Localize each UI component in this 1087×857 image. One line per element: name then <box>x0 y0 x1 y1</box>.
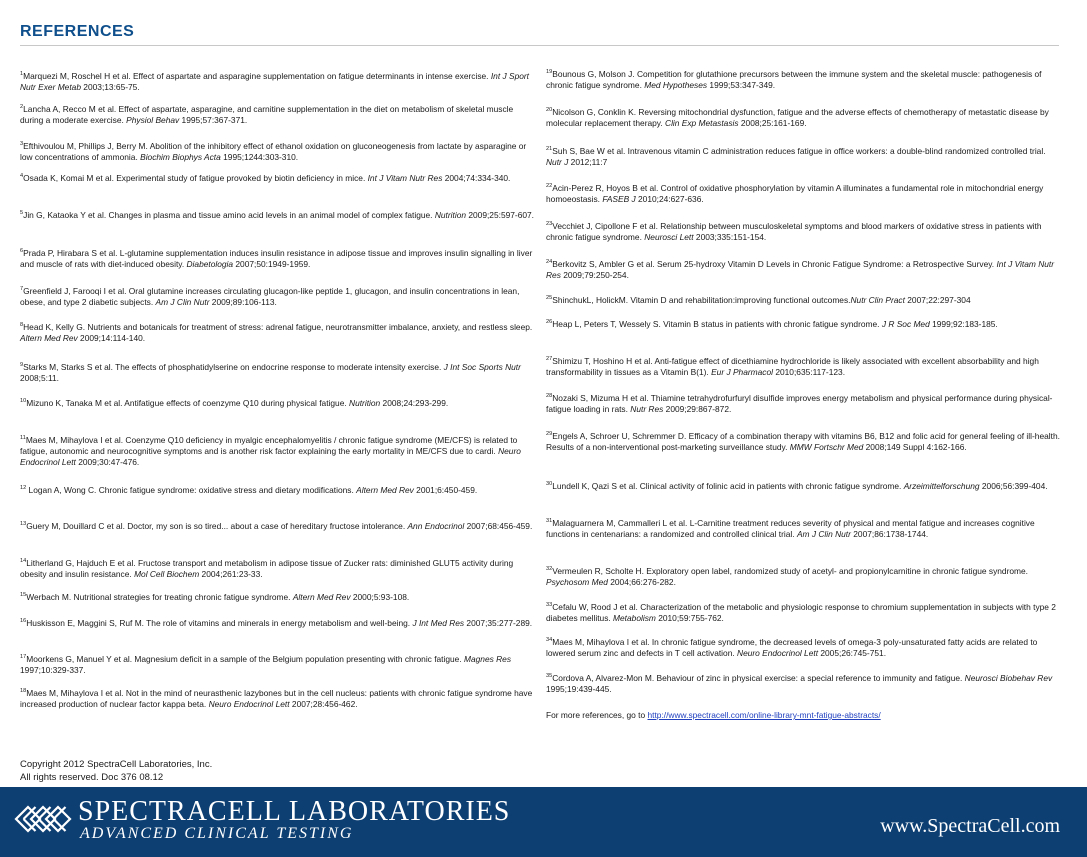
reference-journal: Altern Med Rev <box>356 485 414 495</box>
reference-journal: Altern Med Rev <box>20 333 78 343</box>
reference-journal: MMW Fortschr Med <box>789 442 864 452</box>
reference-item <box>546 69 1061 91</box>
reference-journal: Nutr J <box>546 157 569 167</box>
reference-journal: Arzeimittelforschung <box>903 481 980 491</box>
reference-number: 23 <box>546 221 553 227</box>
reference-journal: Neurosci Lett <box>644 232 694 242</box>
reference-text: 2008;25:161-169. <box>738 118 807 128</box>
reference-journal: Altern Med Rev <box>292 592 351 602</box>
reference-text: 2008;5:11. <box>20 373 59 383</box>
reference-item <box>546 259 1061 281</box>
reference-item <box>20 618 535 629</box>
reference-text: Guery M, Douillard C et al. Doctor, my son is so tired... about a case of hereditary fructose intolerance. <box>26 521 408 531</box>
reference-number: 32 <box>546 566 553 572</box>
reference-journal: Magnes Res <box>464 654 512 664</box>
reference-text: Lancha A, Recco M et al. Effect of aspartate, asparagine, and carnitine supplementation in the diet on metabolism of skeletal muscle during a moderate exercise. <box>20 104 514 125</box>
reference-text: 2004;66:276-282. <box>607 577 676 587</box>
reference-item <box>20 398 535 409</box>
reference-number: 22 <box>546 183 553 189</box>
reference-text: 2009;30:47-476. <box>75 457 140 467</box>
reference-number: 9 <box>20 362 24 368</box>
reference-number: 17 <box>20 654 27 660</box>
reference-item <box>546 481 1061 492</box>
reference-text: Malaguarnera M, Cammalleri L et al. L-Carnitine treatment reduces severity of physical and mental fatigue and increases cognitive functions in centenarians: a randomized and controlled clinical trial. <box>546 518 1035 539</box>
reference-journal: FASEB J <box>602 194 636 204</box>
reference-text: Berkovitz S, Ambler G et al. Serum 25-hydroxy Vitamin D Levels in Chronic Fatigue Syndrome: a Retrospective Survey. <box>552 259 997 269</box>
reference-journal: Metabolism <box>613 613 656 623</box>
reference-text: 1995;1244:303-310. <box>220 152 299 162</box>
reference-number: 2 <box>20 104 24 110</box>
reference-text: 2000;5:93-108. <box>350 592 410 602</box>
reference-journal: Nutr Res <box>630 404 664 414</box>
reference-item <box>20 521 535 532</box>
reference-item <box>546 566 1061 588</box>
reference-text: Huskisson E, Maggini S, Ruf M. The role of vitamins and minerals in energy metabolism and well-being. <box>26 618 413 628</box>
reference-number: 29 <box>546 431 553 437</box>
reference-number: 5 <box>20 210 24 216</box>
reference-journal: Med Hypotheses <box>644 80 708 90</box>
reference-text: 2004;261:23-33. <box>199 569 263 579</box>
reference-text: 2010;635:117-123. <box>773 367 846 377</box>
reference-journal: Nutrition <box>434 210 467 220</box>
reference-text: Logan A, Wong C. Chronic fatigue syndrome: oxidative stress and dietary modifications. <box>26 485 357 495</box>
reference-journal: Ann Endocrinol <box>407 521 465 531</box>
reference-number: 16 <box>20 618 27 624</box>
reference-number: 11 <box>20 435 26 441</box>
copyright-line: Copyright 2012 SpectraCell Laboratories, Inc. <box>20 759 213 770</box>
reference-journal: Neuro Endocrinol Lett <box>208 699 290 709</box>
reference-text: 2012;11:7 <box>568 157 608 167</box>
reference-item <box>20 210 535 221</box>
reference-item <box>20 104 535 126</box>
reference-text: 2003;13:65-75. <box>80 82 140 92</box>
reference-text: Greenfield J, Farooqi I et al. Oral glutamine increases circulating glucagon-like peptide 1, glucagon, and insulin concentrations in lean, obese, and type 2 diabetic subjects. <box>20 286 520 307</box>
reference-text: 2009;29:867-872. <box>663 404 732 414</box>
reference-item <box>20 173 535 184</box>
reference-text: Nicolson G, Conklin K. Reversing mitochondrial dysfunction, fatigue and the adverse effects of chemotherapy of metastatic disease by molecular replacement therapy. <box>546 107 1049 128</box>
reference-item <box>546 431 1061 453</box>
reference-text: Starks M, Starks S et al. The effects of phosphatidylserine on endocrine response to moderate intensity exercise. <box>23 362 444 372</box>
reference-journal: Neuro Endocrinol Lett <box>20 446 521 467</box>
reference-number: 33 <box>546 602 553 608</box>
more-references-prefix: For more references, go to <box>546 710 648 720</box>
reference-text: 2007;86:1738-1744. <box>850 529 929 539</box>
reference-item <box>20 362 535 384</box>
diamond-lattice-icon <box>12 795 74 843</box>
reference-number: 8 <box>20 322 24 328</box>
reference-journal: Int J Sport Nutr Exer Metab <box>20 71 530 92</box>
reference-text: 2007;35:277-289. <box>464 618 533 628</box>
reference-text: Head K, Kelly G. Nutrients and botanicals for treatment of stress: adrenal fatigue, neurotransmitter imbalance, anxiety, and restless sleep. <box>23 322 533 332</box>
reference-text: Engels A, Schroer U, Schremmer D. Efficacy of a combination therapy with vitamins B6, B12 and folic acid for general feeling of ill-health. Results of a non-interventional post-marketing surveillance study. <box>546 431 1060 452</box>
reference-journal: Nutrition <box>349 398 381 408</box>
reference-text: Werbach M. Nutritional strategies for treating chronic fatigue syndrome. <box>26 592 293 602</box>
reference-text: Acin-Perez R, Hoyos B et al. Control of oxidative phosphorylation by vitamin A illuminates a fundamental role in mitochondrial energy homoeostasis. <box>546 183 1044 204</box>
reference-item <box>546 637 1061 659</box>
reference-item <box>20 322 535 344</box>
reference-item <box>20 654 535 676</box>
reference-number: 3 <box>20 141 24 147</box>
reference-item <box>546 356 1061 378</box>
reference-journal: Psychosom Med <box>546 577 608 587</box>
reference-journal: Clin Exp Metastasis <box>665 118 739 128</box>
reference-number: 35 <box>546 673 553 679</box>
more-references <box>546 710 881 721</box>
reference-text: 2007;28:456-462. <box>289 699 358 709</box>
reference-text: 2007;68:456-459. <box>464 521 533 531</box>
reference-text: Vermeulen R, Scholte H. Exploratory open label, randomized study of acetyl- and propionylcarnitine in chronic fatigue syndrome. <box>552 566 1029 576</box>
reference-text: 2010;59:755-762. <box>655 613 724 623</box>
reference-item <box>546 295 1061 306</box>
reference-number: 24 <box>546 259 553 265</box>
reference-item <box>20 71 535 93</box>
reference-text: Cefalu W, Rood J et al. Characterization of the metabolic and physiologic response to chromium supplementation in subjects with type 2 diabetes mellitus. <box>546 602 1056 623</box>
reference-item <box>20 485 535 496</box>
reference-text: 1999;53:347-349. <box>707 80 776 90</box>
reference-text: 2003;335:151-154. <box>693 232 767 242</box>
reference-item <box>546 221 1061 243</box>
reference-item <box>546 107 1061 129</box>
reference-number: 13 <box>20 521 27 527</box>
reference-journal: Neuro Endocrinol Lett <box>737 648 819 658</box>
reference-journal: Int J Vitam Nutr Res <box>546 259 1055 280</box>
reference-item <box>20 435 535 468</box>
reference-text: Prada P, Hirabara S et al. L-glutamine supplementation induces insulin resistance in adipose tissue and improves insulin signalling in liver and muscle of rats with diet-induced obesity. <box>20 248 533 269</box>
reference-text: Cordova A, Alvarez-Mon M. Behaviour of zinc in physical exercise: a special reference to immunity and fatigue. <box>552 673 965 683</box>
reference-number: 14 <box>20 558 27 564</box>
reference-text: Nozaki S, Mizuma H et al. Thiamine tetrahydrofurfuryl disulfide improves energy metabolism and physical performance during physical-fatigue loading in rats. <box>546 393 1053 414</box>
reference-text: 2001;6:450-459. <box>413 485 478 495</box>
reference-number: 6 <box>20 248 24 254</box>
reference-item <box>20 688 535 710</box>
reference-journal: J Int Med Res <box>412 618 465 628</box>
reference-number: 34 <box>546 637 553 643</box>
reference-journal: J Int Soc Sports Nutr <box>443 362 521 372</box>
reference-number: 12 <box>20 485 27 491</box>
reference-text: Maes M, Mihaylova I et al. In chronic fatigue syndrome, the decreased levels of omega-3 poly-unsaturated fatty acids are related to lowered serum zinc and defects in T cell activation. <box>546 637 1038 658</box>
reference-number: 7 <box>20 286 24 292</box>
brand-name: SPECTRACELL LABORATORIES <box>78 796 511 827</box>
reference-number: 27 <box>546 356 553 362</box>
document-id-line: All rights reserved. Doc 376 08.12 <box>20 772 164 783</box>
reference-text: ShinchukL, HolickM. Vitamin D and rehabilitation:improving functional outcomes. <box>552 295 851 305</box>
reference-journal: Diabetologia <box>186 259 234 269</box>
reference-item <box>20 558 535 580</box>
reference-text: 2009;14:114-140. <box>77 333 146 343</box>
reference-text: 2008;24:293-299. <box>380 398 449 408</box>
reference-number: 20 <box>546 107 553 113</box>
reference-item <box>546 673 1061 695</box>
brand-tagline: ADVANCED CLINICAL TESTING <box>80 825 354 842</box>
reference-text: 2007;22:297-304 <box>904 295 971 305</box>
reference-item <box>20 592 535 603</box>
reference-text: 1995;57:367-371. <box>179 115 248 125</box>
reference-journal: Eur J Pharmacol <box>711 367 773 377</box>
reference-text: Litherland G, Hajduch E et al. Fructose transport and metabolism in adipose tissue of Zucker rats: diminished GLUT5 activity during obesity and insulin resistance. <box>20 558 514 579</box>
reference-journal: J R Soc Med <box>881 319 930 329</box>
reference-number: 19 <box>546 69 553 75</box>
reference-text: Moorkens G, Manuel Y et al. Magnesium deficit in a sample of the Belgium population presenting with chronic fatigue. <box>26 654 464 664</box>
reference-item <box>20 141 535 163</box>
more-references-link[interactable]: http://www.spectracell.com/online-library-mnt-fatigue-abstracts/ <box>647 710 881 720</box>
reference-text: Marquezi M, Roschel H et al. Effect of aspartate and asparagine supplementation on fatigue determinants in intense exercise. <box>23 71 491 81</box>
reference-text: 2004;74:334-340. <box>442 173 511 183</box>
reference-number: 28 <box>546 393 553 399</box>
reference-journal: Nutr Clin Pract <box>850 295 905 305</box>
reference-text: 1997;10:329-337. <box>20 665 86 675</box>
reference-number: 25 <box>546 295 553 301</box>
reference-journal: Mol Cell Biochem <box>134 569 200 579</box>
reference-item <box>20 286 535 308</box>
reference-text: 1995;19:439-445. <box>546 684 612 694</box>
reference-number: 1 <box>20 71 24 77</box>
reference-text: 1999;92:183-185. <box>929 319 998 329</box>
reference-text: 2010;24:627-636. <box>635 194 704 204</box>
reference-number: 4 <box>20 173 24 179</box>
reference-journal: Biochim Biophys Acta <box>140 152 221 162</box>
reference-item <box>546 602 1061 624</box>
reference-text: 2009;25:597-607. <box>466 210 535 220</box>
reference-text: Bounous G, Molson J. Competition for glutathione precursors between the immune system and the skeletal muscle: pathogenesis of chronic fatigue syndrome. <box>546 69 1042 90</box>
reference-text: Mizuno K, Tanaka M et al. Antifatigue effects of coenzyme Q10 during physical fatigue. <box>26 398 350 408</box>
reference-text: Lundell K, Qazi S et al. Clinical activity of folinic acid in patients with chronic fatigue syndrome. <box>552 481 904 491</box>
website-url[interactable]: www.SpectraCell.com <box>880 815 1060 837</box>
reference-journal: Neurosci Biobehav Rev <box>964 673 1053 683</box>
reference-journal: Am J Clin Nutr <box>155 297 210 307</box>
page-title: REFERENCES <box>20 23 135 40</box>
reference-item <box>546 183 1061 205</box>
reference-text: 2008;149 Suppl 4:162-166. <box>863 442 967 452</box>
copyright <box>20 758 212 784</box>
reference-number: 18 <box>20 688 27 694</box>
reference-text: Maes M, Mihaylova I et al. Not in the mind of neurasthenic lazybones but in the cell nucleus: patients with chronic fatigue syndrome have increased production of nuclear factor kappa beta. <box>20 688 533 709</box>
reference-number: 30 <box>546 481 553 487</box>
reference-item <box>546 518 1061 540</box>
reference-text: Suh S, Bae W et al. Intravenous vitamin C administration reduces fatigue in office workers: a double-blind randomized controlled trial. <box>552 146 1046 156</box>
reference-text: Osada K, Komai M et al. Experimental study of fatigue provoked by biotin deficiency in mice. <box>23 173 368 183</box>
reference-text: Shimizu T, Hoshino H et al. Anti-fatigue effect of dicethiamine hydrochloride is likely associated with excellent absorbability and high transformability in tissues as a Vitamin B(1). <box>546 356 1039 377</box>
reference-text: Maes M, Mihaylova I et al. Coenzyme Q10 deficiency in myalgic encephalomyelitis / chronic fatigue syndrome (ME/CFS) is related to fatigue, autonomic and neurocognitive symptoms and is another risk factor explaining the early mortality in ME/CFS due to cardi. <box>20 435 518 456</box>
title-divider <box>20 45 1059 46</box>
reference-number: 10 <box>20 398 27 404</box>
reference-text: 2007;50:1949-1959. <box>233 259 311 269</box>
reference-number: 15 <box>20 592 27 598</box>
footer-banner <box>0 787 1087 857</box>
reference-text: Heap L, Peters T, Wessely S. Vitamin B status in patients with chronic fatigue syndrome. <box>552 319 882 329</box>
reference-item <box>546 319 1061 330</box>
reference-number: 26 <box>546 319 553 325</box>
reference-number: 21 <box>546 146 553 152</box>
reference-text: 2009;89:106-113. <box>209 297 277 307</box>
reference-text: Jin G, Kataoka Y et al. Changes in plasma and tissue amino acid levels in an animal model of complex fatigue. <box>23 210 435 220</box>
reference-text: 2009;79:250-254. <box>560 270 629 280</box>
reference-number: 31 <box>546 518 553 524</box>
reference-item <box>546 393 1061 415</box>
reference-text: 2006;56:399-404. <box>979 481 1048 491</box>
reference-item <box>20 248 535 270</box>
reference-journal: Physiol Behav <box>126 115 180 125</box>
reference-text: Efthivoulou M, Phillips J, Berry M. Abolition of the inhibitory effect of ethanol oxidation on gluconeogenesis from lactate by asparagine or low concentrations of ammonia. <box>20 141 527 162</box>
reference-item <box>546 146 1061 168</box>
reference-text: Vecchiet J, Cipollone F et al. Relationship between musculoskeletal symptoms and blood markers of oxidative stress in patients with chronic fatigue syndrome. <box>546 221 1042 242</box>
reference-journal: Am J Clin Nutr <box>796 529 851 539</box>
reference-text: 2005;26:745-751. <box>818 648 887 658</box>
reference-journal: Int J Vitam Nutr Res <box>367 173 443 183</box>
